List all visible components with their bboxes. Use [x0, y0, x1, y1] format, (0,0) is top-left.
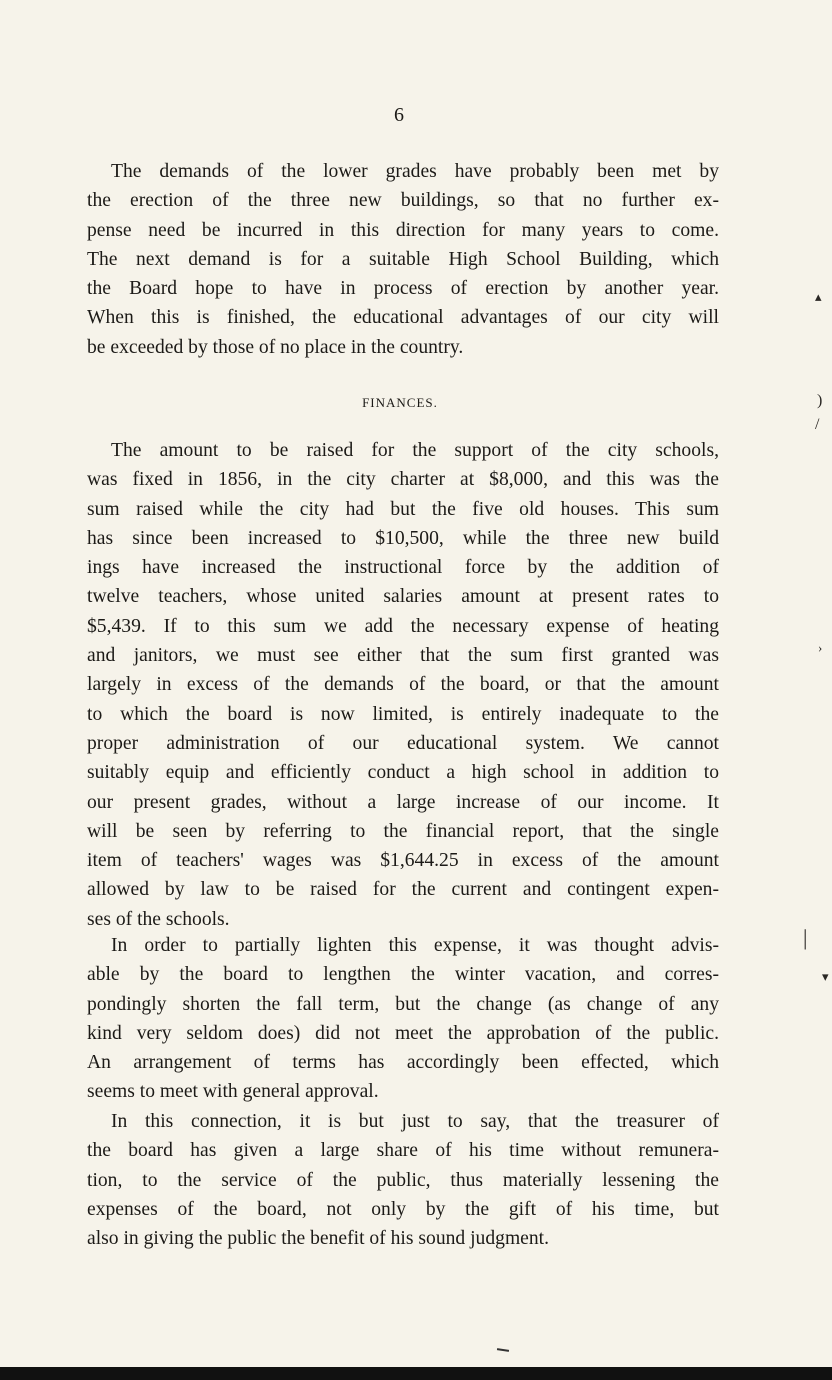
text-line: twelve teachers, whose united salaries amount at present rates to: [87, 586, 719, 608]
text-line: $5,439. If to this sum we add the necessary expense of heating: [87, 615, 719, 637]
margin-speck: |: [803, 925, 808, 950]
page-bottom-edge: [0, 1367, 832, 1380]
text-line: the erection of the three new buildings, so that no further ex-: [87, 190, 719, 212]
text-line: expenses of the board, not only by the gift of his time, but: [87, 1198, 719, 1220]
margin-speck: /: [815, 416, 820, 433]
paragraph-treasurer: [87, 1107, 719, 1253]
text-line: item of teachers' wages was $1,644.25 in excess of the amount: [87, 850, 719, 872]
text-line: seems to meet with general approval.: [87, 1081, 379, 1103]
text-line: pondingly shorten the fall term, but the change (as change of any: [87, 993, 719, 1015]
text-line: ings have increased the instructional force by the addition of: [87, 557, 719, 579]
text-line: ses of the schools.: [87, 908, 230, 930]
text-line: When this is finished, the educational advantages of our city will: [87, 307, 719, 329]
margin-speck: ): [817, 392, 823, 409]
text-line: proper administration of our educational system. We cannot: [87, 732, 719, 754]
text-line: An arrangement of terms has accordingly been effected, which: [87, 1052, 719, 1074]
text-line: The next demand is for a suitable High School Building, which: [87, 248, 719, 270]
margin-speck: ▴: [815, 289, 822, 304]
text-line: suitably equip and efficiently conduct a high school in addition to: [87, 762, 719, 784]
margin-speck: ›: [818, 640, 823, 655]
text-line: sum raised while the city had but the five old houses. This sum: [87, 498, 719, 520]
text-line: able by the board to lengthen the winter vacation, and corres-: [87, 964, 719, 986]
text-line: our present grades, without a large increase of our income. It: [87, 791, 719, 813]
paragraph-lower-grades: [87, 157, 719, 362]
text-line: In order to partially lighten this expense, it was thought advis-: [111, 935, 719, 956]
text-line: tion, to the service of the public, thus materially lessening the: [87, 1169, 719, 1191]
text-line: be exceeded by those of no place in the country.: [87, 336, 464, 358]
text-line: In this connection, it is but just to say, that the treasurer of: [111, 1111, 719, 1132]
text-line: to which the board is now limited, is entirely inadequate to the: [87, 703, 719, 725]
text-line: also in giving the public the benefit of his sound judgment.: [87, 1228, 550, 1250]
paragraph-finances-amount: [87, 436, 719, 934]
text-line: kind very seldom does) did not meet the approbation of the public.: [87, 1022, 719, 1044]
text-line: The amount to be raised for the support of the city schools,: [111, 440, 719, 461]
text-line: The demands of the lower grades have probably been met by: [111, 161, 719, 182]
text-line: the Board hope to have in process of erection by another year.: [87, 278, 719, 300]
text-line: allowed by law to be raised for the current and contingent expen-: [87, 879, 719, 901]
text-line: and janitors, we must see either that the sum first granted was: [87, 645, 719, 667]
margin-speck: ▾: [822, 969, 829, 984]
paragraph-vacation: [87, 931, 719, 1107]
text-line: the board has given a large share of his time without remunera-: [87, 1140, 719, 1162]
section-heading-finances: FINANCES.: [362, 395, 438, 410]
text-line: pense need be incurred in this direction for many years to come.: [87, 219, 719, 241]
text-line: has since been increased to $10,500, while the three new build: [87, 527, 719, 549]
page-number: 6: [394, 104, 404, 126]
text-line: will be seen by referring to the financial report, that the single: [87, 820, 719, 842]
bottom-speck: [497, 1348, 509, 1352]
text-line: largely in excess of the demands of the board, or that the amount: [87, 674, 719, 696]
text-line: was fixed in 1856, in the city charter at $8,000, and this was the: [87, 469, 719, 491]
